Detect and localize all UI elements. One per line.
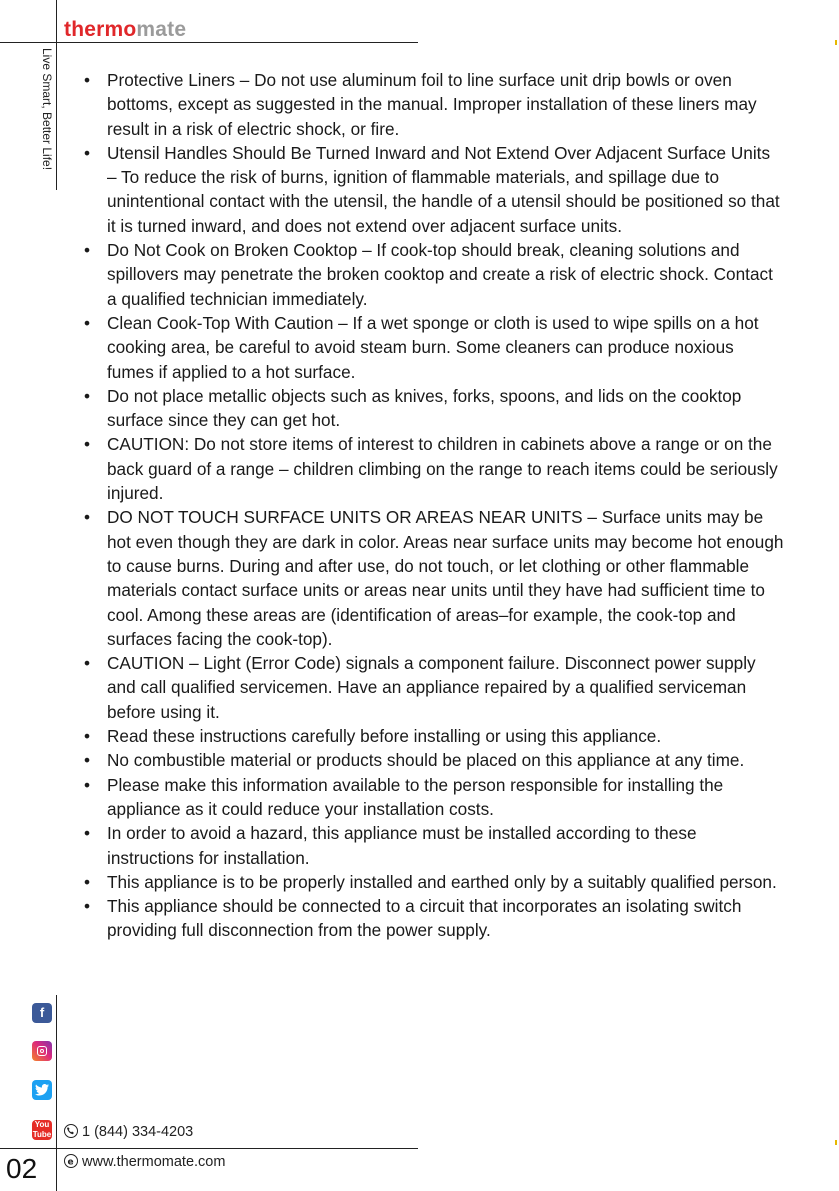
instruction-item bbox=[84, 238, 784, 311]
web-icon bbox=[64, 1154, 78, 1168]
instruction-item bbox=[84, 141, 784, 238]
instruction-item bbox=[84, 432, 784, 505]
phone-number: 1 (844) 334-4203 bbox=[82, 1124, 194, 1140]
youtube-label-bottom: Tube bbox=[32, 1130, 52, 1139]
page-number: 02 bbox=[6, 1153, 38, 1184]
instruction-text: Please make this information available to the person responsible for installing the appliance as it could reduce your installation costs. bbox=[107, 774, 724, 819]
instruction-text: This appliance should be connected to a circuit that incorporates an isolating switch providing full disconnection from the power supply. bbox=[107, 896, 742, 941]
instruction-item bbox=[84, 894, 784, 943]
brand-logo bbox=[64, 18, 186, 42]
svg-text:e: e bbox=[67, 1157, 74, 1166]
instruction-text: Utensil Handles Should Be Turned Inward and Not Extend Over Adjacent Surface Units – To reduce the risk of burns, ignition of flammable materials, and spillage due to unintentional contact with the utensil, the handle of a utensil should be positioned so that it is turned inward, and does not extend over adjacent surface units. bbox=[107, 142, 780, 236]
instruction-text: Do not place metallic objects such as knives, forks, spoons, and lids on the cooktop surface since they can get hot. bbox=[107, 385, 742, 431]
instruction-text: CAUTION – Light (Error Code) signals a component failure. Disconnect power supply and call qualified servicemen. Have an appliance repaired by a qualified serviceman before using it. bbox=[107, 653, 756, 722]
logo-part-thermo: thermo bbox=[64, 18, 137, 41]
instruction-text: Do Not Cook on Broken Cooktop – If cook-top should break, cleaning solutions and spillovers may penetrate the broken cooktop and create a risk of electric shock. Contact a qualified technician immediately. bbox=[107, 240, 773, 309]
instruction-text: No combustible material or products should be placed on this appliance at any time. bbox=[107, 750, 745, 771]
instruction-list bbox=[84, 68, 784, 943]
phone-contact[interactable] bbox=[64, 1123, 193, 1141]
youtube-label-top: You bbox=[34, 1120, 50, 1129]
instruction-item bbox=[84, 311, 784, 384]
bullet-glyph: • bbox=[84, 823, 91, 844]
bullet-glyph: • bbox=[84, 896, 91, 917]
footer-vertical-rule bbox=[56, 995, 57, 1191]
bullet-glyph: • bbox=[84, 774, 91, 795]
instruction-item bbox=[84, 651, 784, 724]
instruction-item bbox=[84, 748, 784, 772]
bullet-glyph: • bbox=[84, 385, 91, 406]
instruction-text: Protective Liners – Do not use aluminum foil to line surface unit drip bowls or oven bottoms, except as suggested in the manual. Improper installation of these liners may result in a risk of electric shock, or fire. bbox=[107, 70, 757, 139]
instruction-text: In order to avoid a hazard, this appliance must be installed according to these instructions for installation. bbox=[107, 823, 697, 868]
bullet-glyph: • bbox=[84, 871, 91, 892]
instruction-text: DO NOT TOUCH SURFACE UNITS OR AREAS NEAR UNITS – Surface units may be hot even though they are dark in color. Areas near surface units may become hot enough to cause burns. During and after use, do not touch, or let clothing or other flammable materials contact surface units or areas near units until they have had sufficient time to cool. Among these areas are (identification of areas–for example, the cook-top and surfaces facing the cook-top). bbox=[107, 507, 784, 649]
bullet-glyph: • bbox=[84, 240, 91, 261]
instruction-text: Read these instructions carefully before installing or using this appliance. bbox=[107, 726, 662, 747]
instruction-item bbox=[84, 821, 784, 870]
phone-icon bbox=[64, 1124, 78, 1138]
youtube-icon[interactable] bbox=[32, 1120, 52, 1140]
bullet-glyph: • bbox=[84, 750, 91, 771]
instagram-icon[interactable] bbox=[32, 1041, 52, 1061]
bullet-glyph: • bbox=[84, 70, 91, 90]
header-horizontal-rule bbox=[0, 42, 418, 43]
bullet-glyph: • bbox=[84, 653, 91, 674]
instruction-item bbox=[84, 870, 784, 894]
safety-instructions bbox=[84, 68, 784, 943]
instruction-item bbox=[84, 68, 784, 141]
instruction-item bbox=[84, 384, 784, 433]
brand-tagline: Live Smart, Better Life! bbox=[40, 48, 54, 171]
bullet-glyph: • bbox=[84, 726, 91, 747]
bullet-glyph: • bbox=[84, 312, 91, 333]
twitter-icon[interactable] bbox=[32, 1080, 52, 1100]
instruction-item bbox=[84, 773, 784, 822]
edge-registration-mark bbox=[835, 1140, 837, 1145]
instruction-text: This appliance is to be properly installed and earthed only by a suitably qualified person. bbox=[107, 871, 777, 892]
website-url: www.thermomate.com bbox=[82, 1154, 226, 1170]
facebook-icon[interactable]: f bbox=[32, 1003, 52, 1023]
instruction-text: Clean Cook-Top With Caution – If a wet sponge or cloth is used to wipe spills on a hot cooking area, be careful to avoid steam burn. Some cleaners can produce noxious fumes if applied to a hot surface. bbox=[107, 312, 759, 382]
logo-part-mate: mate bbox=[136, 18, 187, 41]
website-contact[interactable] bbox=[64, 1153, 225, 1171]
instruction-text: CAUTION: Do not store items of interest to children in cabinets above a range or on the back guard of a range – children climbing on the range to reach items could be seriously injured. bbox=[107, 434, 778, 504]
footer-horizontal-rule bbox=[0, 1148, 418, 1149]
instruction-item bbox=[84, 724, 784, 748]
edge-registration-mark bbox=[835, 40, 837, 45]
instruction-item bbox=[84, 505, 784, 651]
bullet-glyph: • bbox=[84, 142, 91, 163]
bullet-glyph: • bbox=[84, 507, 91, 528]
bullet-glyph: • bbox=[84, 434, 91, 455]
header-vertical-rule bbox=[56, 0, 57, 190]
